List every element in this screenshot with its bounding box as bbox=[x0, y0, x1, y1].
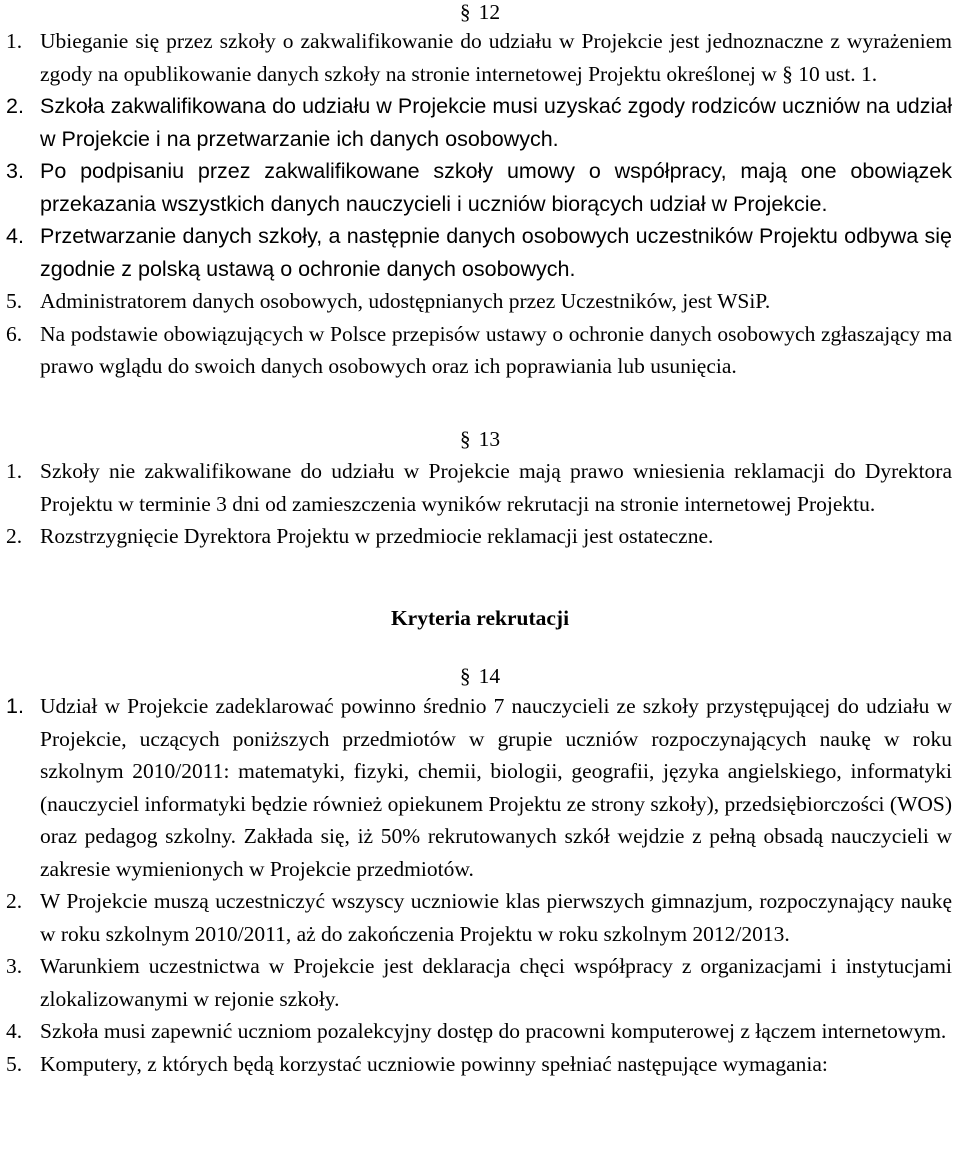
section-symbol: § bbox=[459, 427, 471, 451]
item-number: 1. bbox=[6, 459, 23, 483]
list-item bbox=[0, 318, 960, 383]
item-text: Na podstawie obowiązujących w Polsce przepisów ustawy o ochronie danych osobowych zgłaszający ma prawo wglądu do swoich danych osobowych oraz ich poprawiania lub usunięcia. bbox=[40, 321, 952, 378]
item-text: Szkoły nie zakwalifikowane do udziału w Projekcie mają prawo wniesienia reklamacji do Dyrektora Projektu w terminie 3 dni od zamieszczenia wyników rekrutacji na stronie internetowej Projektu. bbox=[40, 459, 952, 516]
item-text: Po podpisaniu przez zakwalifikowane szkoły umowy o współpracy, mają one obowiązek przekazania wszystkich danych nauczycieli i uczniów biorących udział w Projekcie. bbox=[40, 159, 952, 216]
item-text: Administratorem danych osobowych, udostępnianych przez Uczestników, jest WSiP. bbox=[40, 289, 771, 313]
item-text: Komputery, z których będą korzystać uczniowie powinny spełniać następujące wymagania: bbox=[40, 1051, 828, 1076]
section-13-list bbox=[0, 455, 960, 553]
item-number: 1. bbox=[6, 694, 24, 718]
list-item bbox=[0, 1048, 960, 1081]
list-item bbox=[0, 885, 960, 950]
section-number: 14 bbox=[478, 664, 501, 688]
item-number: 1. bbox=[6, 29, 23, 53]
chapter-title: Kryteria rekrutacji bbox=[390, 606, 570, 630]
section-symbol: § bbox=[459, 664, 471, 688]
item-number: 4. bbox=[6, 224, 24, 248]
list-item bbox=[0, 25, 960, 90]
list-item bbox=[0, 1015, 960, 1048]
item-number: 3. bbox=[6, 954, 23, 978]
item-number: 2. bbox=[6, 524, 23, 548]
section-heading bbox=[0, 660, 960, 693]
item-text: W Projekcie muszą uczestniczyć wszyscy uczniowie klas pierwszych gimnazjum, rozpoczynający naukę w roku szkolnym 2010/2011, aż do zakończenia Projektu w roku szkolnym 2012/2013. bbox=[40, 889, 952, 946]
item-number: 6. bbox=[6, 321, 23, 346]
item-number: 2. bbox=[6, 889, 23, 913]
item-text: Ubieganie się przez szkoły o zakwalifikowanie do udziału w Projekcie jest jednoznaczne z wyrażeniem zgody na opublikowanie danych szkoły na stronie internetowej Projektu określonej w § 10 ust. 1. bbox=[40, 29, 952, 86]
section-14-list bbox=[0, 690, 960, 1080]
item-text: Udział w Projekcie zadeklarować powinno średnio 7 nauczycieli ze szkoły przystępującej do udziału w Projekcie, uczących poniższych przedmiotów w grupie uczniów rozpoczynających naukę w roku szkolnym 2010/2011: matematyki, fizyki, chemii, biologii, geografii, języka angielskiego, informatyki (nauczyciel informatyki będzie również opiekunem Projektu ze strony szkoły), przedsiębiorczości (WOS) oraz pedagog szkolny. Zakłada się, iż 50% rekrutowanych szkół wejdzie z pełną obsadą nauczycieli w zakresie wymienionych w Projekcie przedmiotów. bbox=[40, 694, 952, 881]
list-item bbox=[0, 455, 960, 520]
item-text: Przetwarzanie danych szkoły, a następnie danych osobowych uczestników Projektu odbywa się zgodnie z polską ustawą o ochronie danych osobowych. bbox=[40, 224, 952, 281]
list-item bbox=[0, 950, 960, 1015]
list-item bbox=[0, 690, 960, 885]
section-12-list bbox=[0, 25, 960, 383]
section-number: 12 bbox=[478, 0, 501, 24]
section-heading bbox=[0, 423, 960, 456]
item-text: Rozstrzygnięcie Dyrektora Projektu w przedmiocie reklamacji jest ostateczne. bbox=[40, 524, 714, 548]
item-number: 5. bbox=[6, 1051, 23, 1076]
item-number: 5. bbox=[6, 289, 23, 313]
section-number: 13 bbox=[478, 427, 501, 451]
list-item bbox=[0, 90, 960, 155]
item-text: Szkoła musi zapewnić uczniom pozalekcyjny dostęp do pracowni komputerowej z łączem internetowym. bbox=[40, 1019, 947, 1043]
list-item bbox=[0, 220, 960, 285]
list-item bbox=[0, 520, 960, 553]
item-text: Szkoła zakwalifikowana do udziału w Projekcie musi uzyskać zgody rodziców uczniów na udział w Projekcie i na przetwarzanie ich danych osobowych. bbox=[40, 94, 952, 151]
item-number: 2. bbox=[6, 94, 24, 118]
item-text: Warunkiem uczestnictwa w Projekcie jest deklaracja chęci współpracy z organizacjami i instytucjami zlokalizowanymi w rejonie szkoły. bbox=[40, 954, 952, 1011]
list-item bbox=[0, 155, 960, 220]
section-symbol: § bbox=[459, 0, 471, 24]
list-item bbox=[0, 285, 960, 318]
item-number: 3. bbox=[6, 159, 24, 183]
item-number: 4. bbox=[6, 1019, 23, 1043]
